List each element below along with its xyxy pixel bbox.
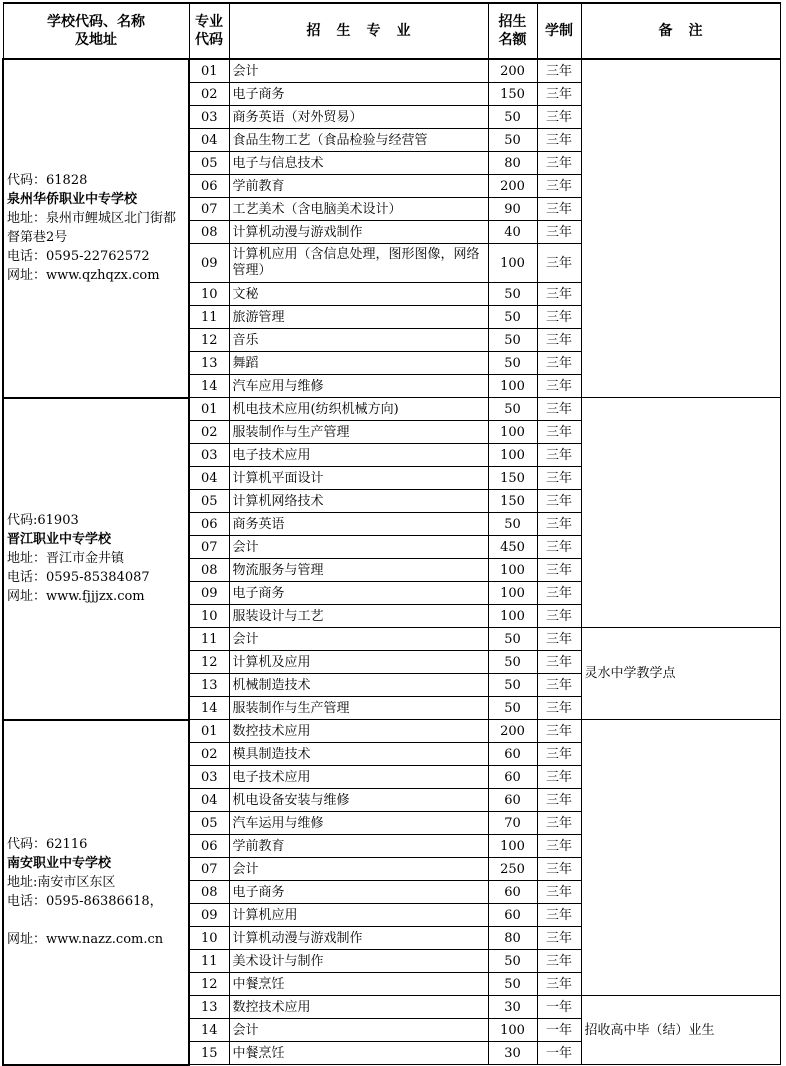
study-term: 三年 [537,244,581,283]
study-term: 三年 [537,490,581,513]
major-code: 06 [189,835,229,858]
major-code: 06 [189,513,229,536]
enrollment-quota: 50 [488,283,537,306]
school-phone: 电话：0595-86386618， [7,894,163,909]
enrollment-quota: 50 [488,352,537,375]
school-info-cell [3,398,189,720]
remark-cell: 招收高中毕（结）业生 [581,996,780,1065]
enrollment-quota: 250 [488,858,537,881]
school-website: 网址：www.fjjjzx.com [7,589,145,604]
study-term: 三年 [537,674,581,697]
study-term: 三年 [537,306,581,329]
enrollment-quota: 80 [488,927,537,950]
major-name: 食品生物工艺（食品检验与经营管 [229,129,488,152]
study-term: 三年 [537,283,581,306]
study-term: 三年 [537,973,581,996]
study-term: 三年 [537,221,581,244]
major-code: 02 [189,83,229,106]
remark-cell [581,720,780,996]
enrollment-quota: 150 [488,467,537,490]
enrollment-quota: 50 [488,697,537,720]
study-term: 三年 [537,106,581,129]
enrollment-quota: 450 [488,536,537,559]
enrollment-quota: 50 [488,306,537,329]
enrollment-quota: 50 [488,651,537,674]
major-code: 15 [189,1042,229,1065]
school-name: 南安职业中专学校 [7,856,112,871]
major-name: 电子商务 [229,83,488,106]
school-address: 地址:南安市区东区 [7,875,116,890]
major-name: 音乐 [229,329,488,352]
major-code: 06 [189,175,229,198]
major-name: 舞蹈 [229,352,488,375]
enrollment-quota: 50 [488,628,537,651]
major-name: 商务英语 [229,513,488,536]
major-name: 会计 [229,536,488,559]
major-name: 物流服务与管理 [229,559,488,582]
enrollment-quota: 30 [488,996,537,1019]
study-term: 三年 [537,651,581,674]
study-term: 三年 [537,421,581,444]
major-code: 07 [189,536,229,559]
study-term: 三年 [537,881,581,904]
header-school: 学校代码、名称 及地址 [3,3,189,59]
study-term: 三年 [537,766,581,789]
major-name: 会计 [229,59,488,83]
study-term: 三年 [537,398,581,421]
school-name: 晋江职业中专学校 [7,532,112,547]
header-note: 备注 [581,3,780,59]
major-code: 03 [189,444,229,467]
enrollment-quota: 100 [488,605,537,628]
study-term: 三年 [537,605,581,628]
major-code: 07 [189,858,229,881]
major-name: 数控技术应用 [229,720,488,743]
study-term: 三年 [537,83,581,106]
enrollment-quota: 40 [488,221,537,244]
major-name: 计算机动漫与游戏制作 [229,927,488,950]
major-code: 10 [189,283,229,306]
study-term: 三年 [537,467,581,490]
header-major: 招生专业 [229,3,488,59]
major-name: 机械制造技术 [229,674,488,697]
study-term: 三年 [537,697,581,720]
major-name: 机电技术应用(纺织机械方向) [229,398,488,421]
major-code: 14 [189,697,229,720]
study-term: 三年 [537,329,581,352]
school-address: 地址：泉州市鲤城区北门街都督第巷2号 [7,211,177,246]
major-code: 14 [189,375,229,398]
enrollment-quota: 150 [488,83,537,106]
study-term: 三年 [537,175,581,198]
major-code: 02 [189,421,229,444]
enrollment-quota: 60 [488,904,537,927]
major-code: 03 [189,106,229,129]
major-code: 09 [189,904,229,927]
study-term: 一年 [537,1019,581,1042]
major-name: 会计 [229,858,488,881]
major-name: 旅游管理 [229,306,488,329]
major-code: 11 [189,950,229,973]
major-code: 05 [189,490,229,513]
enrollment-quota: 90 [488,198,537,221]
study-term: 三年 [537,812,581,835]
major-name: 中餐烹饪 [229,1042,488,1065]
major-code: 12 [189,329,229,352]
major-name: 计算机网络技术 [229,490,488,513]
major-code: 08 [189,221,229,244]
major-code: 12 [189,651,229,674]
enrollment-quota: 50 [488,513,537,536]
enrollment-quota: 80 [488,152,537,175]
enrollment-quota: 100 [488,559,537,582]
header-code: 专业 代码 [189,3,229,59]
enrollment-quota: 60 [488,789,537,812]
major-code: 09 [189,582,229,605]
enrollment-quota: 100 [488,444,537,467]
major-code: 03 [189,766,229,789]
major-code: 13 [189,996,229,1019]
school-phone: 电话：0595-85384087 [7,570,150,585]
school-code: 代码:61903 [7,513,79,528]
study-term: 三年 [537,198,581,221]
major-code: 04 [189,467,229,490]
school-name: 泉州华侨职业中专学校 [7,192,138,208]
major-name: 电子技术应用 [229,766,488,789]
major-code: 13 [189,352,229,375]
enrollment-quota: 30 [488,1042,537,1065]
enrollment-quota: 100 [488,582,537,605]
major-code: 02 [189,743,229,766]
study-term: 三年 [537,789,581,812]
enrollment-table [2,2,781,1066]
school-website: 网址：www.nazz.com.cn [7,932,164,947]
major-code: 08 [189,559,229,582]
major-name: 计算机应用（含信息处理，图形图像，网络管理） [229,244,488,283]
study-term: 三年 [537,536,581,559]
enrollment-quota: 50 [488,674,537,697]
study-term: 三年 [537,904,581,927]
major-name: 文秘 [229,283,488,306]
major-code: 11 [189,628,229,651]
enrollment-quota: 100 [488,421,537,444]
header-quota: 招生 名额 [488,3,537,59]
major-name: 计算机应用 [229,904,488,927]
major-name: 计算机平面设计 [229,467,488,490]
major-name: 工艺美术（含电脑美术设计） [229,198,488,221]
school-code: 代码：62116 [7,837,88,852]
major-name: 会计 [229,628,488,651]
school-address: 地址：晋江市金井镇 [7,551,125,566]
study-term: 三年 [537,375,581,398]
enrollment-quota: 50 [488,329,537,352]
major-name: 美术设计与制作 [229,950,488,973]
enrollment-quota: 100 [488,835,537,858]
major-code: 11 [189,306,229,329]
study-term: 一年 [537,996,581,1019]
major-code: 04 [189,129,229,152]
study-term: 三年 [537,59,581,83]
study-term: 三年 [537,513,581,536]
major-code: 10 [189,605,229,628]
major-name: 学前教育 [229,835,488,858]
major-name: 服装设计与工艺 [229,605,488,628]
school-info-cell [3,720,189,1065]
major-name: 会计 [229,1019,488,1042]
study-term: 三年 [537,720,581,743]
major-name: 服装制作与生产管理 [229,421,488,444]
enrollment-quota: 100 [488,244,537,283]
study-term: 三年 [537,628,581,651]
study-term: 三年 [537,152,581,175]
enrollment-quota: 50 [488,106,537,129]
major-code: 12 [189,973,229,996]
study-term: 三年 [537,950,581,973]
enrollment-quota: 50 [488,129,537,152]
enrollment-quota: 200 [488,175,537,198]
header-term: 学制 [537,3,581,59]
major-name: 机电设备安装与维修 [229,789,488,812]
enrollment-quota: 100 [488,375,537,398]
major-name: 电子与信息技术 [229,152,488,175]
remark-cell [581,398,780,628]
major-code: 01 [189,720,229,743]
enrollment-quota: 200 [488,59,537,83]
table-row [3,398,780,421]
major-name: 汽车运用与维修 [229,812,488,835]
major-code: 04 [189,789,229,812]
study-term: 三年 [537,129,581,152]
major-code: 07 [189,198,229,221]
major-code: 09 [189,244,229,283]
enrollment-quota: 60 [488,743,537,766]
table-row [3,720,780,743]
study-term: 三年 [537,927,581,950]
school-phone: 电话：0595-22762572 [7,249,150,265]
major-name: 中餐烹饪 [229,973,488,996]
enrollment-quota: 100 [488,1019,537,1042]
major-name: 学前教育 [229,175,488,198]
major-name: 汽车应用与维修 [229,375,488,398]
major-name: 计算机及应用 [229,651,488,674]
enrollment-quota: 60 [488,766,537,789]
study-term: 三年 [537,444,581,467]
enrollment-quota: 200 [488,720,537,743]
header-row [3,3,780,59]
study-term: 三年 [537,559,581,582]
enrollment-quota: 150 [488,490,537,513]
remark-cell [581,59,780,398]
remark-cell: 灵水中学教学点 [581,628,780,720]
enrollment-quota: 50 [488,973,537,996]
major-name: 电子技术应用 [229,444,488,467]
major-name: 计算机动漫与游戏制作 [229,221,488,244]
enrollment-quota: 70 [488,812,537,835]
major-code: 13 [189,674,229,697]
major-code: 10 [189,927,229,950]
study-term: 三年 [537,352,581,375]
major-code: 01 [189,398,229,421]
major-code: 08 [189,881,229,904]
major-name: 电子商务 [229,582,488,605]
study-term: 三年 [537,858,581,881]
school-website: 网址：www.qzhqzx.com [7,268,160,284]
study-term: 三年 [537,743,581,766]
study-term: 一年 [537,1042,581,1065]
major-code: 05 [189,152,229,175]
major-name: 商务英语（对外贸易） [229,106,488,129]
major-name: 数控技术应用 [229,996,488,1019]
major-name: 电子商务 [229,881,488,904]
enrollment-quota: 50 [488,950,537,973]
table-row [3,59,780,83]
major-name: 模具制造技术 [229,743,488,766]
school-code: 代码：61828 [7,173,88,189]
major-code: 05 [189,812,229,835]
enrollment-quota: 50 [488,398,537,421]
table-body [3,59,780,1065]
major-name: 服装制作与生产管理 [229,697,488,720]
major-code: 01 [189,59,229,83]
major-code: 14 [189,1019,229,1042]
enrollment-quota: 60 [488,881,537,904]
study-term: 三年 [537,582,581,605]
school-info-cell [3,59,189,398]
study-term: 三年 [537,835,581,858]
